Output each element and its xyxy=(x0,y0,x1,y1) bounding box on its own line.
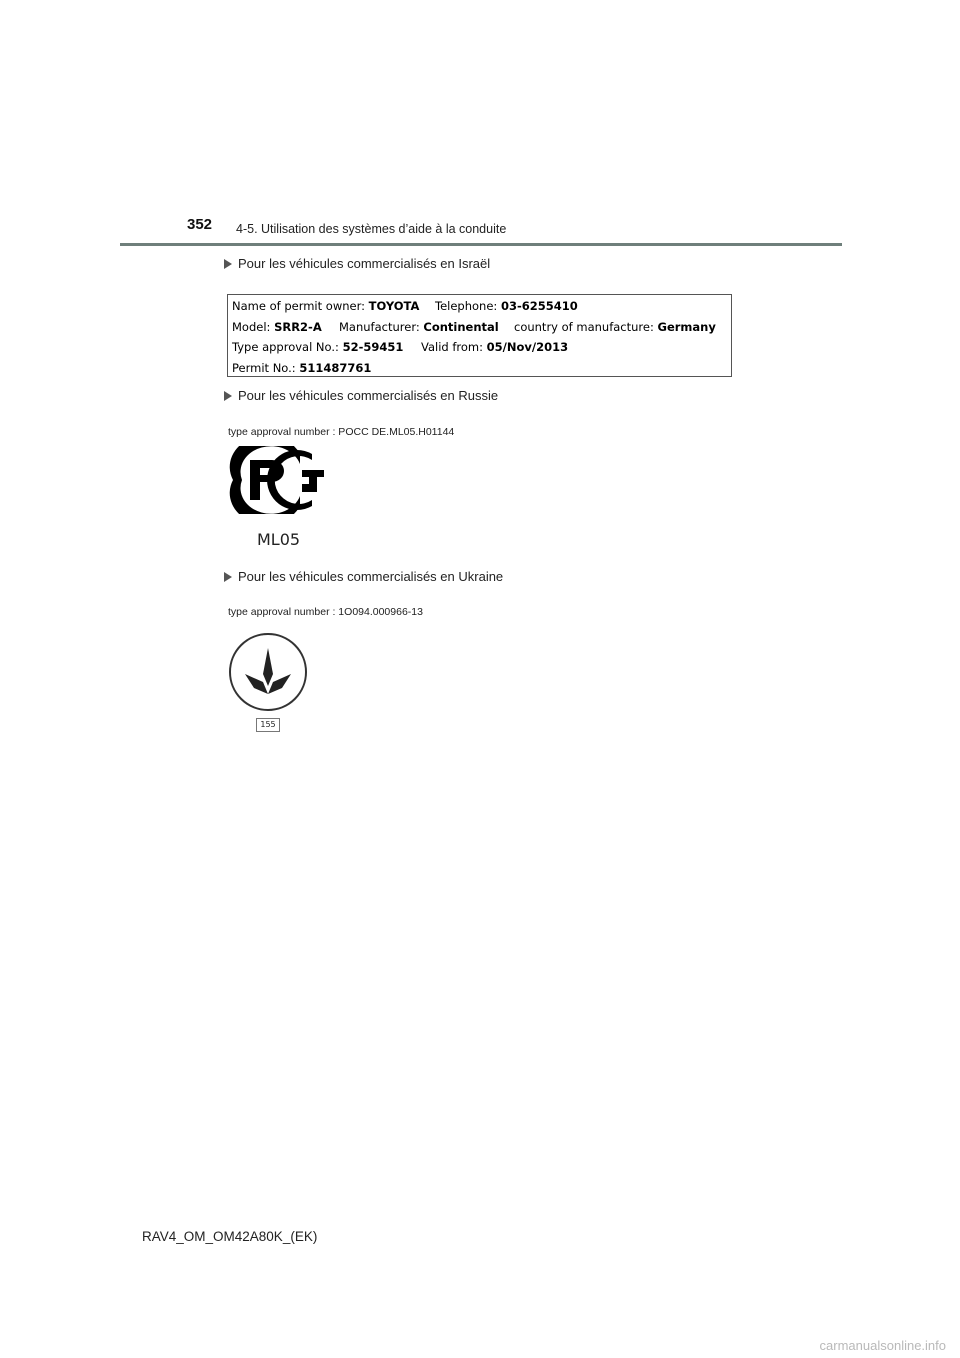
russia-heading xyxy=(224,388,498,403)
section-title: 4-5. Utilisation des systèmes d’aide à la conduite xyxy=(236,222,507,236)
footer-doc-code: RAV4_OM_OM42A80K_(EK) xyxy=(142,1229,318,1244)
bullet-triangle-icon xyxy=(224,259,232,269)
country xyxy=(514,317,716,338)
israel-heading xyxy=(224,256,490,271)
manufacturer-value: Continental xyxy=(423,319,499,334)
ukraine-mark-caption: 155 xyxy=(256,718,280,732)
permit-line-1 xyxy=(232,296,727,317)
telephone-label: Telephone: xyxy=(435,299,498,313)
type-approval-value: 52-59451 xyxy=(342,340,404,354)
permit-no xyxy=(232,358,371,379)
permit-owner-value: TOYOTA xyxy=(368,299,420,313)
valid-from-value: 05/Nov/2013 xyxy=(486,340,569,354)
ukraine-type-approval: type approval number : 1O094.000966-13 xyxy=(228,606,423,618)
russia-mark-caption: ML05 xyxy=(257,530,301,549)
country-label: country of manufacture: xyxy=(514,319,654,334)
israel-permit-box xyxy=(227,294,732,377)
type-approval xyxy=(232,337,403,358)
telephone-value: 03-6255410 xyxy=(500,299,578,313)
model-label: Model: xyxy=(232,319,271,334)
header-divider xyxy=(120,243,842,246)
russia-type-approval: type approval number : POCC DE.ML05.H01144 xyxy=(228,426,455,438)
permit-no-label: Permit No.: xyxy=(232,360,296,375)
valid-from-label: Valid from: xyxy=(421,340,484,354)
watermark: carmanualsonline.info xyxy=(819,1338,946,1353)
manufacturer-label: Manufacturer: xyxy=(339,319,420,334)
ukraine-heading-text: Pour les véhicules commercialisés en Ukraine xyxy=(238,569,504,584)
ukraine-heading xyxy=(224,569,503,584)
permit-line-3 xyxy=(232,337,727,358)
permit-no-value: 511487761 xyxy=(299,360,372,375)
valid-from xyxy=(421,337,568,358)
permit-owner-label: Name of permit owner: xyxy=(232,299,365,313)
telephone xyxy=(435,296,578,317)
russia-heading-text: Pour les véhicules commercialisés en Russie xyxy=(238,388,499,403)
ukraine-conformity-mark-icon xyxy=(226,630,310,714)
pct-certification-mark-icon xyxy=(228,446,328,514)
permit-owner xyxy=(232,296,419,317)
bullet-triangle-icon xyxy=(224,391,232,401)
model-value: SRR2-A xyxy=(274,319,322,334)
page-number: 352 xyxy=(187,216,213,233)
bullet-triangle-icon xyxy=(224,572,232,582)
manufacturer xyxy=(339,317,499,338)
model xyxy=(232,317,322,338)
country-value: Germany xyxy=(657,319,716,334)
type-approval-label: Type approval No.: xyxy=(232,340,339,354)
permit-line-4 xyxy=(232,358,727,379)
israel-heading-text: Pour les véhicules commercialisés en Israël xyxy=(238,256,491,271)
permit-line-2 xyxy=(232,317,727,338)
